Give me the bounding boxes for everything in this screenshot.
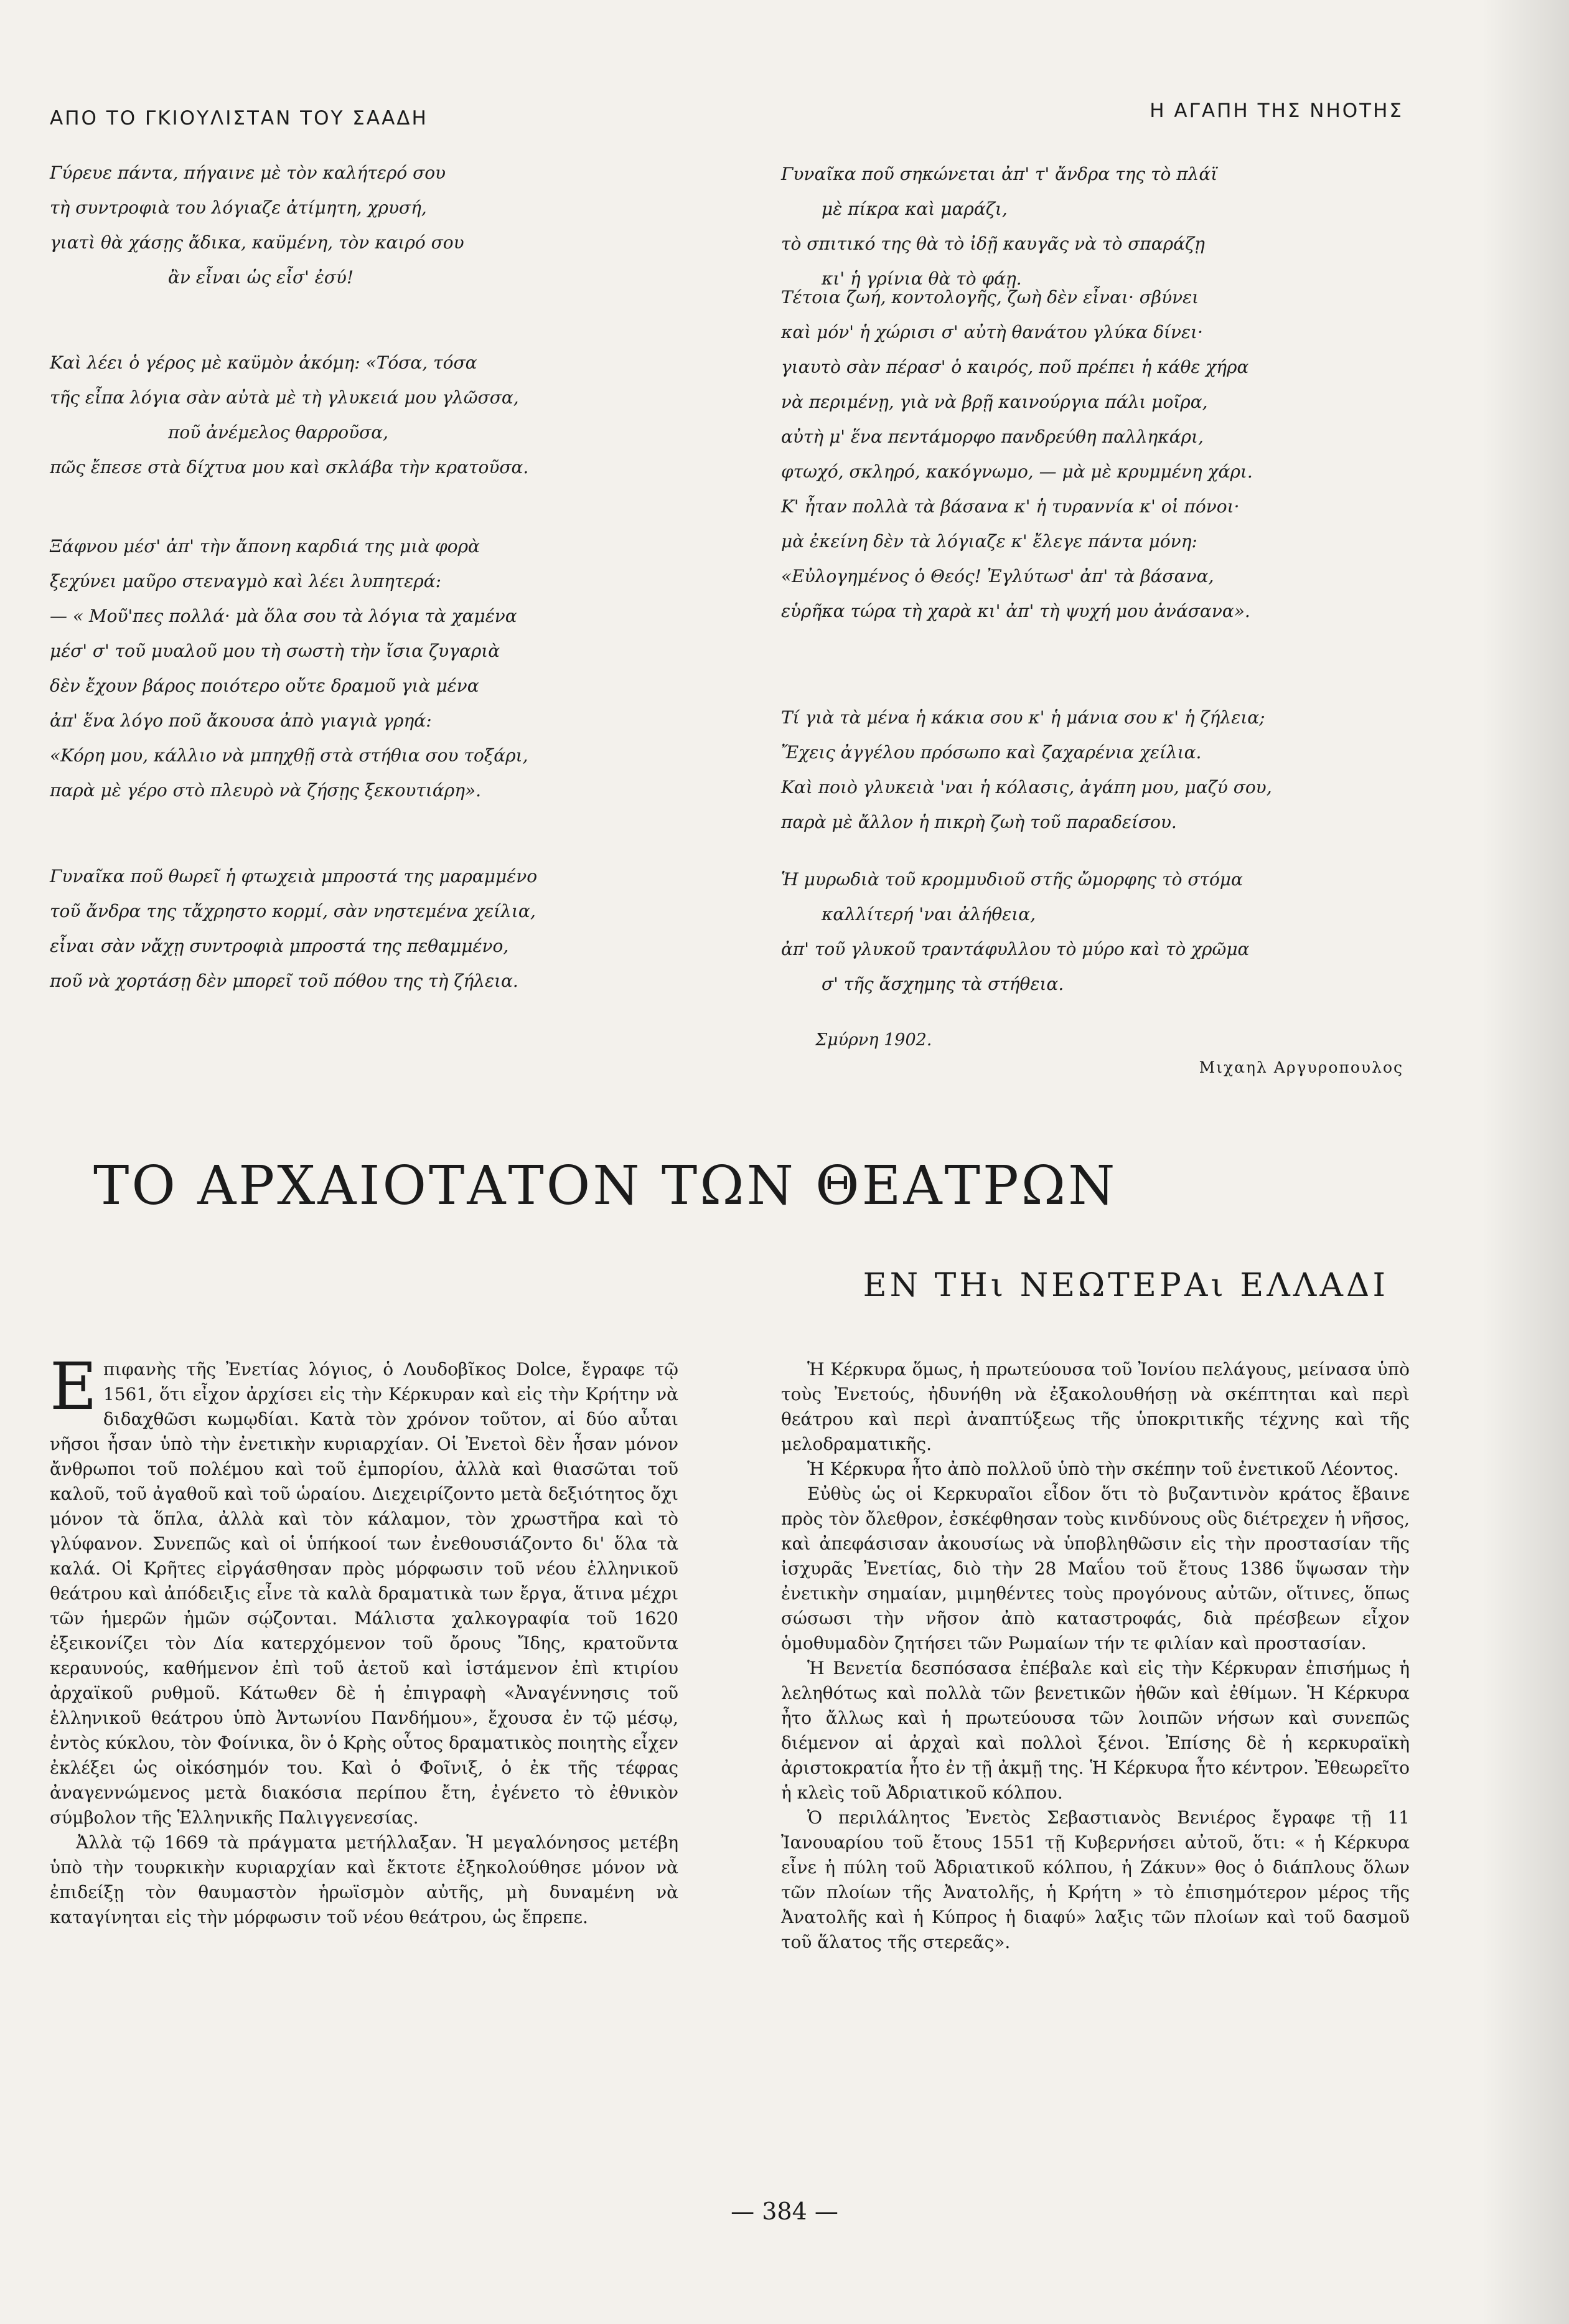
verse-line: εὑρῆκα τώρα τὴ χαρὰ κι' ἀπ' τὴ ψυχή μου ἀνάσανα». xyxy=(781,601,1250,621)
verse-line: ἀπ' τοῦ γλυκοῦ τραντάφυλλου τὸ μύρο καὶ τὸ χρῶμα xyxy=(781,939,1250,959)
verse-line: ποῦ ἀνέμελος θαρροῦσα, xyxy=(168,422,389,443)
verse-line: τὸ σπιτικό της θὰ τὸ ἰδῇ καυγᾶς νὰ τὸ σπαράζῃ xyxy=(781,233,1205,254)
poem-left xyxy=(50,107,672,129)
verse-line: τὴ συντροφιὰ του λόγιαζε ἀτίμητη, χρυσή, xyxy=(50,197,427,218)
article-title: ΤΟ ΑΡΧΑΙΟΤΑΤΟΝ ΤΩΝ ΘΕΑΤΡΩΝ xyxy=(93,1155,1118,1217)
page-number: — 384 — xyxy=(731,2198,838,2225)
poem-right-stanza-3 xyxy=(781,700,1403,840)
verse-line: Τέτοια ζωή, κοντολογῆς, ζωὴ δὲν εἶναι· σβύνει xyxy=(781,287,1199,308)
verse-line: Γύρευε πάντα, πήγαινε μὲ τὸν καλήτερό σου xyxy=(50,162,446,183)
article-paragraph: Εὐθὺς ὡς οἱ Κερκυραῖοι εἶδον ὅτι τὸ βυζαντινὸν κράτος ἔβαινε πρὸς τὸν ὄλεθρον, ἐσκέφθησαν τοὺς κινδύνους οὓς διέτρεχεν ἡ νῆσος, καὶ ἀπεφάσισαν ἀκουσίως νὰ ὑποβληθῶσιν εἰς τὴν προστασίαν τῆς ἰσχυρᾶς Ἐνετίας, διὸ τὴν 28 Μαΐου τοῦ ἔτους 1386 ὕψωσαν τὴν ἐνετικὴν σημαίαν, μιμηθέντες τοὺς προγόνους αὐτῶν, οἵτινες, ὅπως σώσωσι τὴν νῆσον ἀπὸ καταστροφάς, διὰ πρέσβεων εἶχον ὁμοθυμαδὸν ζητήσει τῶν Ρωμαίων τήν τε φιλίαν καὶ προστασίαν. xyxy=(781,1484,1410,1654)
verse-line: Κ' ἦταν πολλὰ τὰ βάσανα κ' ἡ τυραννία κ' οἱ πόνοι· xyxy=(781,496,1240,517)
verse-line: γιαυτὸ σὰν πέρασ' ὁ καιρός, ποῦ πρέπει ἡ κάθε χήρα xyxy=(781,357,1249,377)
verse-line: ξεχύνει μαῦρο στεναγμὸ καὶ λέει λυπητερά: xyxy=(50,571,442,591)
drop-cap: Ε xyxy=(50,1348,97,1424)
verse-line: ποῦ νὰ χορτάσῃ δὲν μπορεῖ τοῦ πόθου της τὴ ζήλεια. xyxy=(50,971,518,991)
verse-line: σ' τῆς ἄσχημης τὰ στήθεια. xyxy=(822,974,1064,994)
poem-left-title: ΑΠΟ ΤΟ ΓΚΙΟΥΛΙΣΤΑΝ ΤΟΥ ΣΑΑΔΗ xyxy=(50,107,428,129)
poem-date: Σμύρνη 1902. xyxy=(815,1030,932,1050)
article-paragraph: Ἡ Κέρκυρα ὅμως, ἡ πρωτεύουσα τοῦ Ἰονίου πελάγους, μείνασα ὑπὸ τοὺς Ἐνετούς, ἠδυνήθη νὰ ἐξακολουθήσῃ νὰ σκέπτηται καὶ περὶ θεάτρου καὶ περὶ ἀναπτύξεως τῆς ὑποκριτικῆς τέχνης καὶ τῆς μελοδραματικῆς. xyxy=(781,1359,1410,1454)
article-left-column xyxy=(50,1348,678,1930)
verse-line: «Εὐλογημένος ὁ Θεός! Ἐγλύτωσ' ἀπ' τὰ βάσανα, xyxy=(781,566,1214,586)
article-paragraph: Ἀλλὰ τῷ 1669 τὰ πράγματα μετήλλαξαν. Ἡ μεγαλόνησος μετέβη ὑπὸ τὴν τουρκικὴν κυριαρχίαν καὶ ἔκτοτε ἐξηκολούθησε μόνον νὰ ἐπιδείξῃ τὸν θαυμαστὸν ἡρωϊσμὸν αὐτῆς, μὴ δυναμένη νὰ καταγίνηται εἰς τὴν μόρφωσιν τοῦ νέου θεάτρου, ὡς ἔπρεπε. xyxy=(50,1832,678,1927)
verse-line: τῆς εἶπα λόγια σὰν αὐτὰ μὲ τὴ γλυκειά μου γλῶσσα, xyxy=(50,387,519,408)
verse-line: αὐτὴ μ' ἕνα πεντάμορφο πανδρεύθη παλληκάρι, xyxy=(781,426,1204,447)
verse-line: Γυναῖκα ποῦ σηκώνεται ἀπ' τ' ἄνδρα της τὸ πλάϊ xyxy=(781,164,1218,184)
verse-line: — « Μοῦ'πες πολλά· μὰ ὅλα σου τὰ λόγια τὰ χαμένα xyxy=(50,606,517,626)
verse-line: Καὶ ποιὸ γλυκειὰ 'ναι ἡ κόλασις, ἀγάπη μου, μαζύ σου, xyxy=(781,777,1272,797)
verse-line: κι' ἡ γρίνια θὰ τὸ φάῃ. xyxy=(822,268,1022,289)
poem-right xyxy=(781,100,1403,122)
verse-line: φτωχό, σκληρό, κακόγνωμο, — μὰ μὲ κρυμμένη χάρι. xyxy=(781,461,1253,482)
verse-line: μὰ ἐκείνη δὲν τὰ λόγιαζε κ' ἔλεγε πάντα μόνη: xyxy=(781,531,1197,552)
verse-line: ἂν εἶναι ὡς εἶσ' ἐσύ! xyxy=(168,267,354,288)
verse-line: εἶναι σὰν νἄχῃ συντροφιὰ μπροστά της πεθαμμένο, xyxy=(50,936,509,956)
verse-line: παρὰ μὲ γέρο στὸ πλευρὸ νὰ ζήσῃς ξεκουτιάρη». xyxy=(50,780,482,801)
verse-line: μέσ' σ' τοῦ μυαλοῦ μου τὴ σωστὴ τὴν ἴσια ζυγαριὰ xyxy=(50,641,500,661)
verse-line: καὶ μόν' ἡ χώρισι σ' αὐτὴ θανάτου γλύκα δίνει· xyxy=(781,322,1203,342)
verse-line: τοῦ ἄνδρα της τἄχρηστο κορμί, σὰν νηστεμένα χείλια, xyxy=(50,901,536,921)
article-paragraph xyxy=(50,1348,678,1830)
article-paragraph: Ἡ Κέρκυρα ἦτο ἀπὸ πολλοῦ ὑπὸ τὴν σκέπην τοῦ ἐνετικοῦ Λέοντος. xyxy=(807,1459,1399,1479)
verse-line: γιατὶ θὰ χάσῃς ἄδικα, καϋμένη, τὸν καιρό σου xyxy=(50,232,464,253)
verse-line: Τί γιὰ τὰ μένα ἡ κάκια σου κ' ἡ μάνια σου κ' ἡ ζήλεια; xyxy=(781,707,1265,728)
verse-line: μὲ πίκρα καὶ μαράζι, xyxy=(822,199,1008,219)
poem-right-signature xyxy=(781,1058,1403,1076)
verse-line: πῶς ἔπεσε στὰ δίχτυα μου καὶ σκλάβα τὴν κρατοῦσα. xyxy=(50,457,529,478)
verse-line: καλλίτερή 'ναι ἀλήθεια, xyxy=(822,904,1036,924)
paragraph-text: πιφανὴς τῆς Ἐνετίας λόγιος, ὁ Λουδοβῖκος Dolce, ἔγραφε τῷ 1561, ὅτι εἶχον ἀρχίσει εἰς τὴν Κέρκυραν καὶ εἰς τὴν Κρήτην νὰ διδαχθῶσι κωμῳδίαι. Κατὰ τὸν χρόνον τοῦτον, αἱ δύο αὗται νῆσοι ἦσαν ὑπὸ τὴν ἐνετικὴν κυριαρχίαν. Οἱ Ἐνετοὶ δὲν ἦσαν μόνον ἄνθρωποι τοῦ πολέμου καὶ τοῦ ἐμπορίου, ἀλλὰ καὶ θιασῶται τοῦ καλοῦ, τοῦ ἀγαθοῦ καὶ τοῦ ὡραίου. Διεχειρίζοντο μετὰ δεξιότητος ὄχι μόνον τὰ ὅπλα, ἀλλὰ καὶ τὸν κάλαμον, τὸν χρωστῆρα καὶ τὸ γλύφανον. Συνεπῶς καὶ οἱ ὑπήκοοί των ἐνεθουσιάζοντο δι' ὅλα τὰ καλά. Οἱ Κρῆτες εἰργάσθησαν πρὸς μόρφωσιν τοῦ νέου ἑλληνικοῦ θεάτρου καὶ ἀπόδειξις εἶνε τὰ καλὰ δραματικὰ των ἔργα, ἅτινα μέχρι τῶν ἡμερῶν ἡμῶν σῴζονται. Μάλιστα χαλκογραφία τοῦ 1620 ἐξεικονίζει τὸν Δία κατερχόμενον τοῦ ὄρους Ἴδης, κρατοῦντα κεραυνούς, καθήμενον ἐπὶ τοῦ ἀετοῦ καὶ ἱστάμενον ἐπὶ κτιρίου ἀρχαϊκοῦ ρυθμοῦ. Κάτωθεν δὲ ἡ ἐπιγραφὴ «Ἀναγέννησις τοῦ ἑλληνικοῦ θεάτρου ὑπὸ Ἀντωνίου Πανδήμου», ἔχουσα ἐν τῷ μέσῳ, ἐντὸς κύκλου, τὸν Φοίνικα, ὃν ὁ Κρὴς οὗτος δραματικὸς ποιητὴς εἶχεν ἐκλέξει ὡς οἰκόσημόν του. Καὶ ὁ Φοῖνιξ, ὁ ἐκ τῆς τέφρας ἀναγεννώμενος μετὰ διακόσια περίπου ἔτη, ἐγένετο τὸ ἐθνικὸν σύμβολον τῆς Ἑλληνικῆς Παλιγγενεσίας. xyxy=(50,1359,678,1828)
verse-line: Ξάφνου μέσ' ἀπ' τὴν ἄπονη καρδιά της μιὰ φορὰ xyxy=(50,536,480,557)
poem-right-stanza-2 xyxy=(781,280,1403,629)
poem-left-stanza-1 xyxy=(50,156,672,295)
binding-shadow xyxy=(1482,0,1569,2324)
article-right-column xyxy=(781,1357,1410,1955)
poem-right-stanza-1 xyxy=(781,157,1403,296)
verse-line: Γυναῖκα ποῦ θωρεῖ ἡ φτωχειὰ μπροστά της μαραμμένο xyxy=(50,866,538,887)
poem-left-stanza-3 xyxy=(50,529,672,808)
verse-line: Ἡ μυρωδιὰ τοῦ κρομμυδιοῦ στῆς ὤμορφης τὸ στόμα xyxy=(781,869,1243,890)
verse-line: Καὶ λέει ὁ γέρος μὲ καϋμὸν ἀκόμη: «Τόσα, τόσα xyxy=(50,352,477,373)
verse-line: ἀπ' ἕνα λόγο ποῦ ἄκουσα ἀπὸ γιαγιὰ γρηά: xyxy=(50,710,432,731)
article-subtitle: ΕΝ ΤΗι ΝΕΩΤΕΡΑι ΕΛΛΑΔΙ xyxy=(863,1267,1389,1304)
verse-line: Ἔχεις ἀγγέλου πρόσωπο καὶ ζαχαρένια χείλια. xyxy=(781,742,1202,763)
poem-right-title: Η ΑΓΑΠΗ ΤΗΣ ΝΗΟΤΗΣ xyxy=(1150,100,1403,122)
poem-right-stanza-4 xyxy=(781,862,1403,1002)
article-paragraph: Ἡ Βενετία δεσπόσασα ἐπέβαλε καὶ εἰς τὴν Κέρκυραν ἐπισήμως ἡ λεληθότως καὶ πολλὰ τῶν βενετικῶν ἠθῶν καὶ ἐθίμων. Ἡ Κέρκυρα ἦτο ἄλλως καὶ ἡ πρωτεύουσα τῶν λοιπῶν νήσων καὶ συνεπῶς διέμενον αἱ ἀρχαὶ καὶ πολλοὶ ξένοι. Ἐπίσης δὲ ἡ κερκυραϊκὴ ἀριστοκρατία ἦτο ἐν τῇ ἀκμῇ της. Ἡ Κέρκυρα ἦτο κέντρον. Ἐθεωρεῖτο ἡ κλεὶς τοῦ Ἀδριατικοῦ κόλπου. xyxy=(781,1658,1410,1803)
poem-right-date xyxy=(781,1030,1403,1050)
verse-line: δὲν ἔχουν βάρος ποιότερο οὔτε δραμοῦ γιὰ μένα xyxy=(50,675,479,696)
poem-left-stanza-4 xyxy=(50,859,672,999)
poem-left-stanza-2 xyxy=(50,346,672,485)
article-paragraph: Ὁ περιλάλητος Ἐνετὸς Σεβαστιανὸς Βενιέρος ἔγραφε τῇ 11 Ἰανουαρίου τοῦ ἔτους 1551 τῇ Κυβερνήσει αὐτοῦ, ὅτι: « ἡ Κέρκυρα εἶνε ἡ πύλη τοῦ Ἀδριατικοῦ κόλπου, ἡ Ζάκυν» θος ὁ διάπλους ὅλων τῶν πλοίων τῆς Ἀνατολῆς, ἡ Κρήτη » τὸ ἐπισημότερον μέρος τῆς Ἀνατολῆς καὶ ἡ Κύπρος ἡ διαφύ» λαξις τῶν πλοίων καὶ τοῦ δασμοῦ τοῦ ἅλατος τῆς στερεᾶς». xyxy=(781,1807,1410,1952)
verse-line: νὰ περιμένῃ, γιὰ νὰ βρῇ καινούργια πάλι μοῖρα, xyxy=(781,392,1208,412)
poem-author: Μιχαηλ Αργυροπουλος xyxy=(1199,1058,1403,1076)
verse-line: «Κόρη μου, κάλλιο νὰ μπηχθῇ στὰ στήθια σου τοξάρι, xyxy=(50,745,528,766)
verse-line: παρὰ μὲ ἄλλον ἡ πικρὴ ζωὴ τοῦ παραδείσου. xyxy=(781,812,1177,832)
